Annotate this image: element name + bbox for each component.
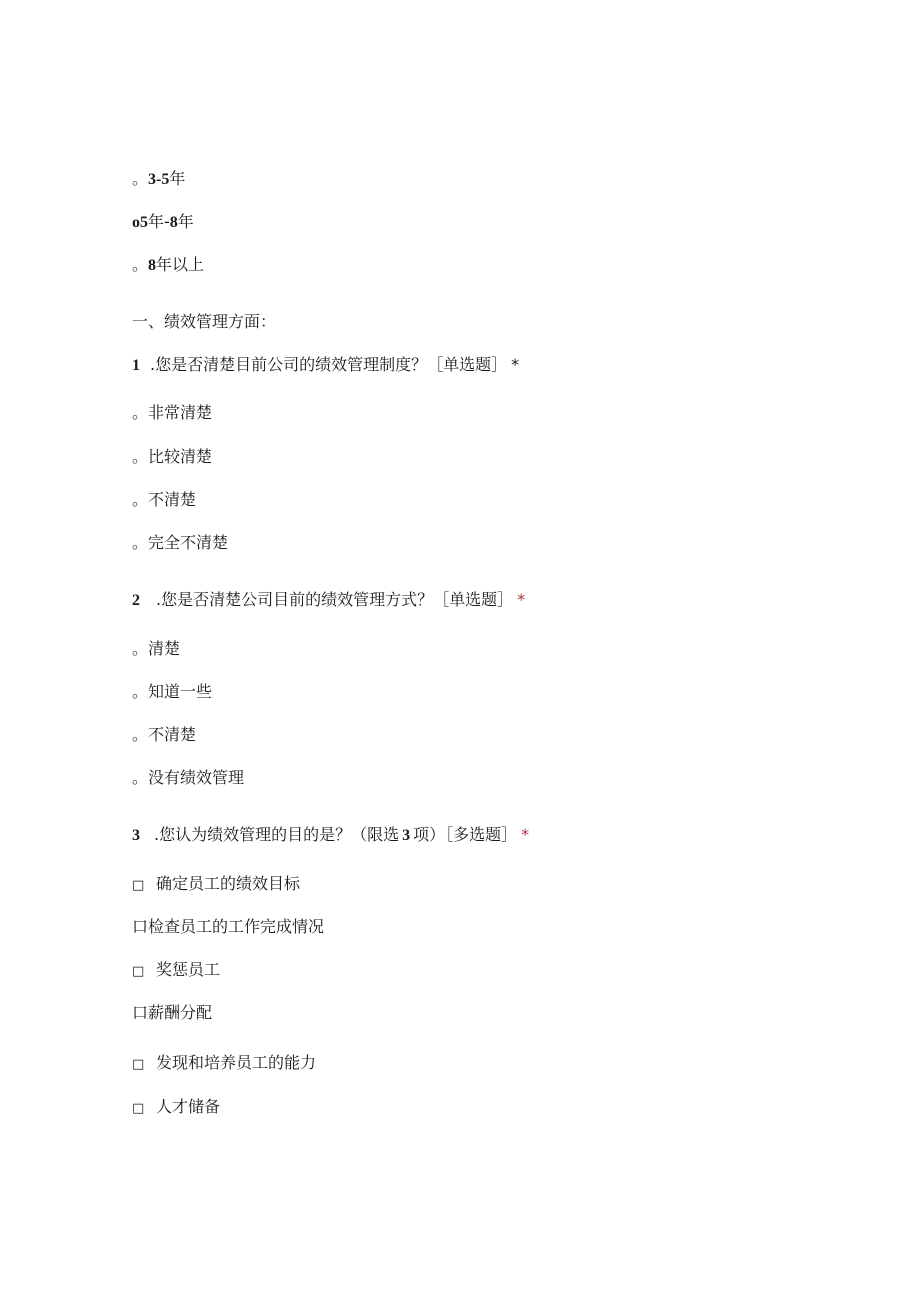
q2-option-4[interactable] bbox=[132, 767, 244, 789]
option-label: 不清楚 bbox=[148, 490, 197, 509]
checkbox-icon: □ bbox=[132, 1057, 145, 1072]
option-label: 检查员工的工作完成情况 bbox=[148, 917, 325, 936]
q3-option-3[interactable] bbox=[132, 959, 220, 983]
radio-bullet-icon: o bbox=[132, 214, 140, 231]
required-marker: * bbox=[517, 590, 526, 609]
option-label: 知道一些 bbox=[148, 682, 213, 701]
radio-bullet-icon: 。 bbox=[132, 403, 149, 422]
checkbox-icon: □ bbox=[132, 1101, 145, 1116]
q3-option-6[interactable] bbox=[132, 1096, 220, 1120]
selection-limit: 3 bbox=[402, 827, 411, 844]
question-2-title bbox=[132, 589, 525, 612]
question-number: 1 bbox=[132, 357, 140, 374]
option-label: 非常清楚 bbox=[148, 403, 213, 422]
option-label: 清楚 bbox=[148, 639, 181, 658]
question-text: .您认为绩效管理的目的是？（限选 bbox=[154, 825, 400, 844]
option-label: 完全不清楚 bbox=[148, 533, 229, 552]
q1-option-4[interactable] bbox=[132, 532, 228, 554]
question-3-title bbox=[132, 824, 529, 847]
checkbox-icon: 口 bbox=[132, 917, 149, 936]
radio-bullet-icon: 。 bbox=[132, 639, 149, 658]
q2-option-3[interactable] bbox=[132, 724, 196, 746]
radio-bullet-icon: 。 bbox=[132, 255, 149, 274]
radio-bullet-icon: 。 bbox=[132, 490, 149, 509]
q3-option-2[interactable] bbox=[132, 916, 324, 938]
tenure-option-8-plus[interactable]: 。8年以上 bbox=[132, 255, 205, 274]
q3-option-4[interactable] bbox=[132, 1002, 212, 1024]
q1-option-2[interactable] bbox=[132, 446, 212, 468]
radio-bullet-icon: 。 bbox=[132, 533, 149, 552]
question-text-suffix: 项）［多选题］ bbox=[413, 825, 518, 844]
option-label: 确定员工的绩效目标 bbox=[156, 874, 301, 893]
option-label: 奖惩员工 bbox=[156, 960, 221, 979]
option-label: 人才储备 bbox=[156, 1097, 221, 1116]
radio-bullet-icon: 。 bbox=[132, 682, 149, 701]
checkbox-icon: □ bbox=[132, 878, 145, 893]
option-label: 发现和培养员工的能力 bbox=[156, 1053, 317, 1072]
checkbox-icon: □ bbox=[132, 964, 145, 979]
question-number: 2 bbox=[132, 592, 140, 609]
section-title: 一、绩效管理方面： bbox=[132, 312, 277, 331]
question-number: 3 bbox=[132, 827, 140, 844]
q3-option-1[interactable] bbox=[132, 873, 300, 897]
radio-bullet-icon: 。 bbox=[132, 725, 149, 744]
option-label: 薪酬分配 bbox=[148, 1003, 213, 1022]
option-label: 没有绩效管理 bbox=[148, 768, 245, 787]
checkbox-icon: 口 bbox=[132, 1003, 149, 1022]
q2-option-1[interactable] bbox=[132, 638, 180, 660]
question-1-title bbox=[132, 354, 519, 377]
tenure-option-5-8[interactable]: o5年-8年 bbox=[132, 212, 194, 231]
q1-option-1[interactable] bbox=[132, 402, 212, 424]
required-marker: * bbox=[521, 825, 530, 844]
radio-bullet-icon: 。 bbox=[132, 169, 149, 188]
tenure-option-3-5[interactable]: 。3-5年 bbox=[132, 169, 186, 188]
option-label: 比较清楚 bbox=[148, 447, 213, 466]
q2-option-2[interactable] bbox=[132, 681, 212, 703]
q1-option-3[interactable] bbox=[132, 489, 196, 511]
question-text: .您是否清楚公司目前的绩效管理方式？［单选题］ bbox=[156, 590, 514, 609]
question-text: .您是否清楚目前公司的绩效管理制度？［单选题］ bbox=[150, 355, 508, 374]
option-label: 不清楚 bbox=[148, 725, 197, 744]
radio-bullet-icon: 。 bbox=[132, 768, 149, 787]
q3-option-5[interactable] bbox=[132, 1052, 316, 1076]
radio-bullet-icon: 。 bbox=[132, 447, 149, 466]
required-marker: * bbox=[511, 355, 520, 374]
